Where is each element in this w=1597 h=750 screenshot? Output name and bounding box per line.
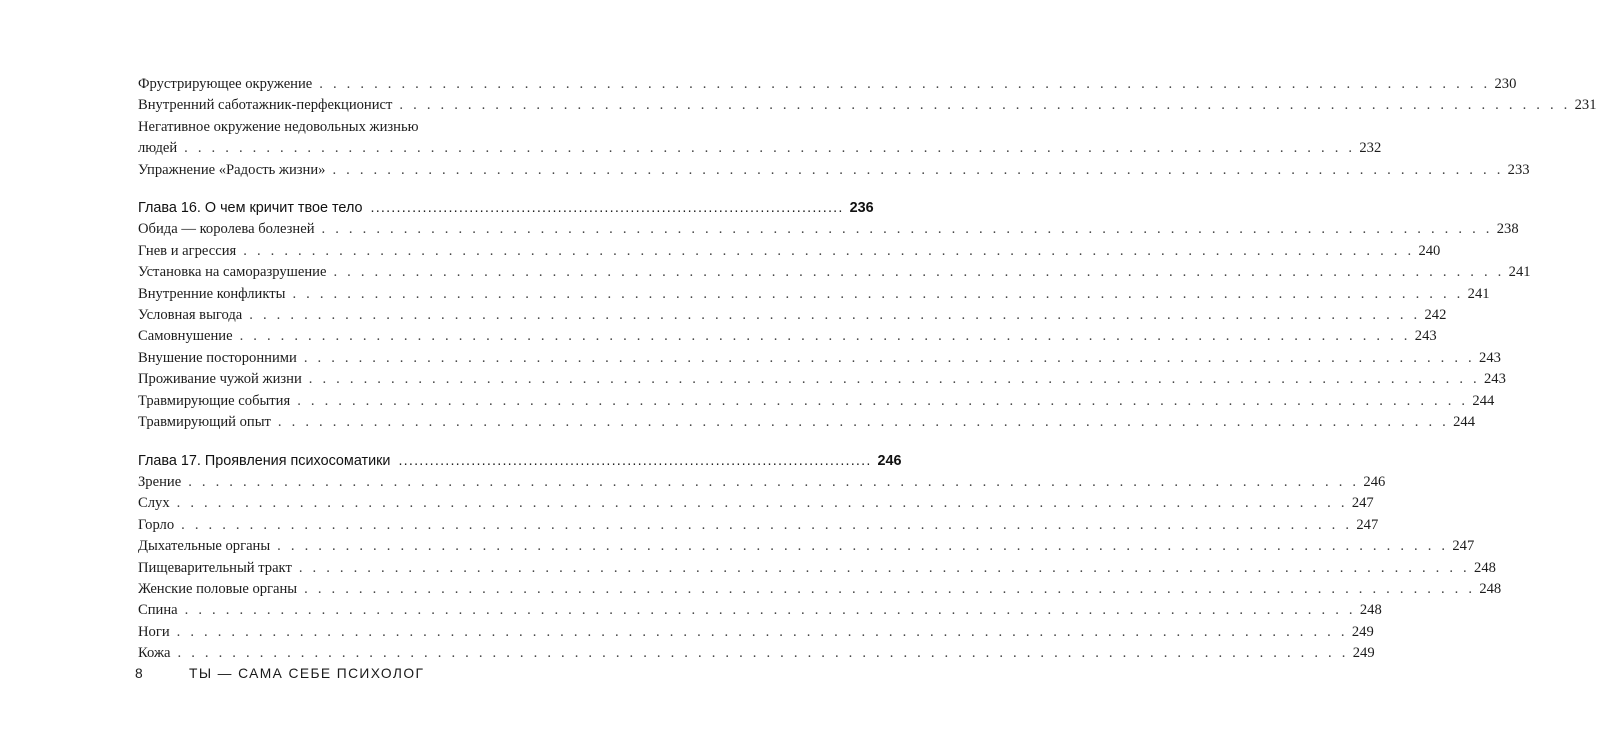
dot-leader (304, 348, 1475, 369)
dot-leader (185, 600, 1356, 621)
toc-entry-title: Женские половые органы (138, 580, 298, 597)
toc-entry-page: 244 (1453, 414, 1476, 431)
toc-entry (138, 391, 1495, 412)
toc-entry (138, 472, 1386, 493)
dot-leader (277, 536, 1448, 557)
dot-leader (177, 493, 1348, 514)
toc-entry-title: Горло (138, 516, 175, 533)
toc-entry-title: Самовнушение (138, 328, 233, 345)
chapter-page: 236 (849, 200, 874, 217)
dot-leader (249, 305, 1420, 326)
page-number: 8 (135, 666, 143, 681)
toc-entry-title: Внушение посторонними (138, 349, 297, 366)
dot-leader (333, 262, 1504, 283)
dot-leader (398, 451, 871, 472)
toc-entry (138, 515, 1379, 536)
toc-entry (138, 369, 1506, 390)
toc-entry-title: Упражнение «Радость жизни» (138, 161, 326, 178)
toc-entry-title: Фрустрирующее окружение (138, 76, 313, 92)
toc-entry-page: 243 (1479, 349, 1501, 366)
dot-leader (292, 284, 1463, 305)
toc-entry-title: Условная выгода (138, 307, 243, 324)
toc-entry (138, 579, 1502, 600)
toc-entry (138, 536, 1475, 557)
toc-entry (138, 600, 1382, 621)
dot-leader (181, 515, 1352, 536)
toc-entry-title: Проживание чужой жизни (138, 371, 302, 388)
toc-entry-page: 241 (1467, 285, 1490, 302)
dot-leader (243, 241, 1414, 262)
toc-entry-title: Спина (138, 602, 178, 619)
chapter-title: Глава 17. Проявления психосоматики (138, 452, 391, 469)
toc-entry-page: 249 (1352, 645, 1375, 662)
toc-entry-page: 246 (1363, 473, 1386, 490)
running-head: ТЫ — САМА СЕБЕ ПСИХОЛОГ (189, 666, 425, 681)
dot-leader (178, 643, 1349, 664)
toc-entry (138, 262, 1531, 283)
dot-leader (188, 472, 1359, 493)
toc-entry-page: 247 (1356, 516, 1379, 533)
toc-entry-title: Внутренний саботажник-перфекционист (138, 97, 393, 114)
toc-entry (138, 348, 1501, 369)
table-of-contents (138, 74, 1597, 665)
toc-entry-title: Дыхательные органы (138, 538, 271, 555)
toc-entry-page: 249 (1351, 623, 1374, 640)
dot-leader (297, 391, 1468, 412)
toc-entry-wrapped (138, 117, 1382, 160)
toc-entry-title: Травмирующий опыт (138, 414, 271, 431)
dot-leader (399, 95, 1570, 116)
toc-entry-title-line1: Негативное окружение недовольных жизнью (138, 118, 419, 135)
toc-entry-title: Кожа (138, 645, 171, 662)
toc-entry-page: 242 (1424, 307, 1447, 324)
toc-entry (138, 74, 1517, 95)
toc-entry-title: Слух (138, 495, 170, 512)
toc-entry (138, 493, 1374, 514)
toc-entry (138, 219, 1519, 240)
dot-leader (240, 326, 1411, 347)
toc-entry-page: 244 (1472, 392, 1495, 409)
toc-entry (138, 95, 1597, 116)
toc-entry-page: 247 (1452, 538, 1475, 555)
toc-entry-title: Пищеварительный тракт (138, 559, 292, 576)
toc-entry (138, 643, 1375, 664)
dot-leader (177, 622, 1348, 643)
toc-entry-page: 248 (1479, 580, 1502, 597)
toc-chapter-17 (138, 451, 902, 472)
toc-entry-title: Травмирующие события (138, 392, 291, 409)
chapter-page: 246 (877, 452, 902, 469)
dot-leader (332, 160, 1503, 181)
toc-entry (138, 622, 1374, 643)
toc-entry-page: 238 (1496, 221, 1519, 238)
toc-entry-page: 248 (1474, 559, 1496, 576)
toc-entry-page: 243 (1414, 328, 1437, 345)
toc-entry (138, 241, 1441, 262)
toc-entry-title: Обида — королева болезней (138, 221, 315, 238)
toc-entry-title: Зрение (138, 473, 182, 490)
toc-entry-page: 248 (1359, 602, 1382, 619)
dot-leader (319, 74, 1490, 95)
toc-entry-page: 247 (1351, 495, 1374, 512)
toc-entry-title-line2: людей (138, 140, 178, 157)
toc-entry-page: 231 (1574, 97, 1597, 114)
dot-leader (278, 412, 1449, 433)
toc-entry-page: 232 (1359, 140, 1382, 157)
dot-leader (309, 369, 1480, 390)
toc-entry (138, 326, 1437, 347)
chapter-title: Глава 16. О чем кричит твое тело (138, 200, 363, 217)
toc-entry-page: 240 (1418, 242, 1441, 259)
toc-entry-page: 230 (1494, 76, 1517, 92)
toc-entry-title: Установка на саморазрушение (138, 264, 327, 281)
toc-chapter-16 (138, 198, 874, 219)
toc-entry-title: Гнев и агрессия (138, 242, 237, 259)
page-footer (135, 666, 424, 681)
toc-entry-title: Внутренние конфликты (138, 285, 286, 302)
toc-entry-title: Ноги (138, 623, 170, 640)
toc-entry (138, 558, 1496, 579)
dot-leader (304, 579, 1475, 600)
toc-entry (138, 160, 1530, 181)
dot-leader (322, 219, 1493, 240)
dot-leader (371, 198, 844, 219)
toc-entry (138, 412, 1476, 433)
dot-leader (299, 558, 1470, 579)
toc-entry-page: 233 (1507, 161, 1530, 178)
toc-entry (138, 284, 1490, 305)
toc-entry-page: 243 (1483, 371, 1506, 388)
toc-entry-page: 241 (1508, 264, 1531, 281)
toc-entry (138, 305, 1447, 326)
dot-leader (184, 138, 1355, 159)
